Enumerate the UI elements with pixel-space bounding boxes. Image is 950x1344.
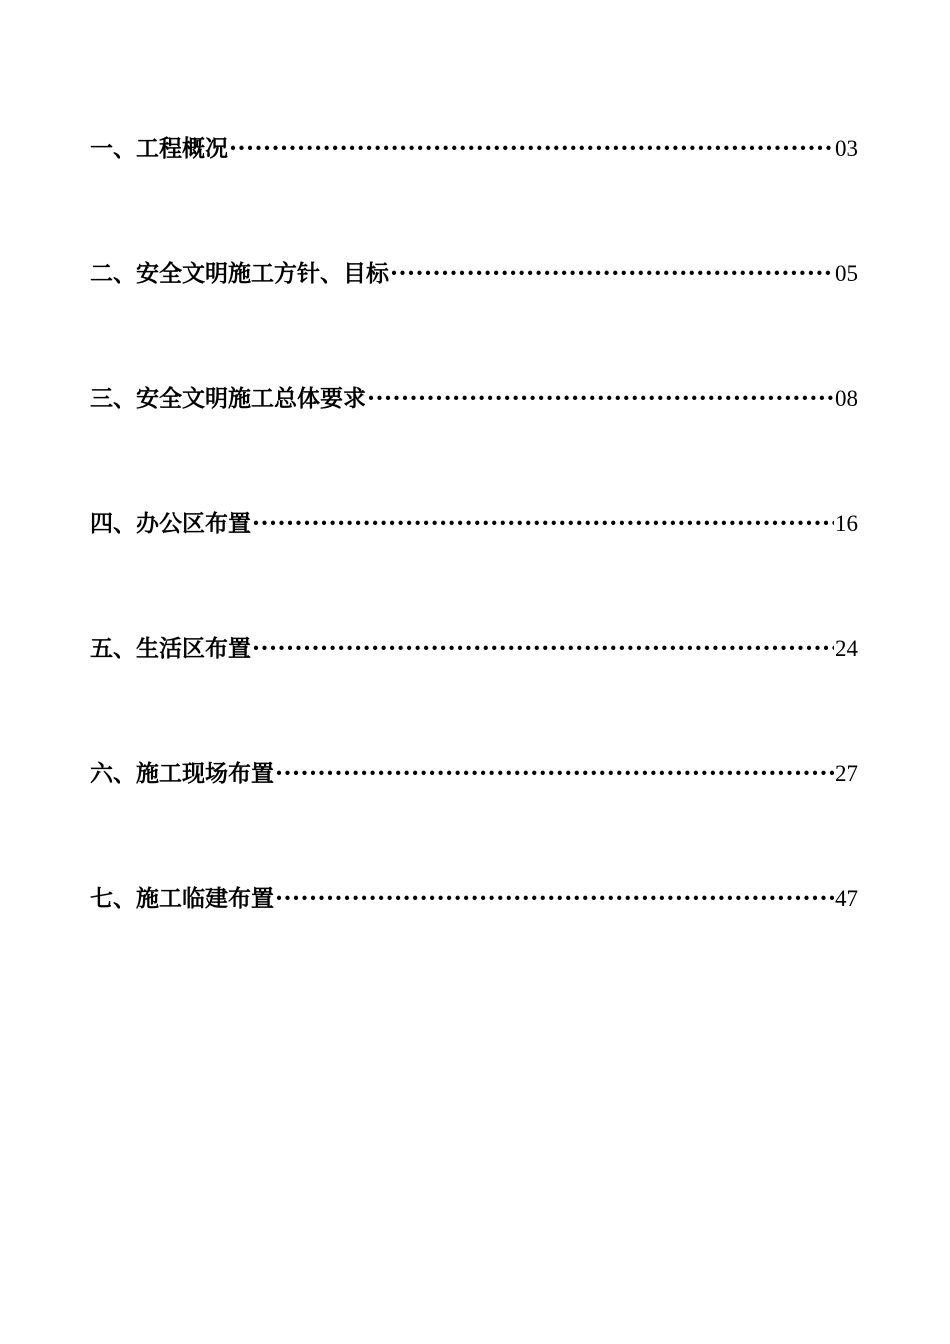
toc-entry[interactable] [90,126,858,251]
toc-dot-leader [275,876,834,922]
table-of-contents [90,126,858,1001]
toc-page-number: 24 [835,636,858,661]
toc-entry[interactable] [90,626,858,751]
toc-page-number: 47 [835,886,858,911]
toc-entry[interactable] [90,376,858,501]
toc-page-number: 27 [835,761,858,786]
toc-page-number: 16 [835,511,858,536]
toc-entry-title: 七、施工临建布置 [90,885,274,912]
toc-entry[interactable] [90,251,858,376]
toc-dot-leader [252,501,834,547]
toc-page-number: 03 [835,136,858,161]
toc-entry-title: 五、生活区布置 [90,635,251,662]
toc-page-number: 05 [835,261,858,286]
toc-entry[interactable] [90,876,858,1001]
toc-dot-leader [275,751,834,797]
toc-dot-leader [390,251,834,297]
toc-entry-title: 二、安全文明施工方针、目标 [90,260,389,287]
toc-dot-leader [252,626,834,672]
toc-page-number: 08 [835,386,858,411]
toc-entry[interactable] [90,501,858,626]
toc-dot-leader [229,126,834,172]
toc-entry-title: 四、办公区布置 [90,510,251,537]
toc-entry-title: 六、施工现场布置 [90,760,274,787]
toc-dot-leader [367,376,834,422]
toc-entry-title: 三、安全文明施工总体要求 [90,385,366,412]
toc-entry-title: 一、工程概况 [90,135,228,162]
toc-entry[interactable] [90,751,858,876]
